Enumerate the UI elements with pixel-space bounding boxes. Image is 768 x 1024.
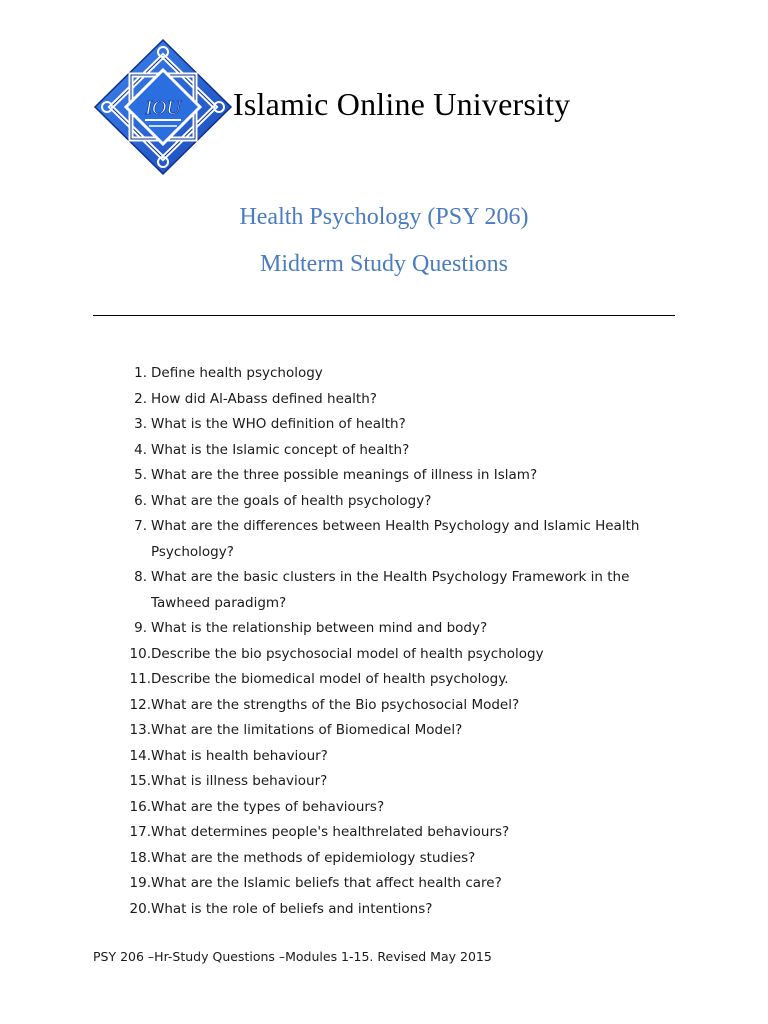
question-text: What are the basic clusters in the Health Psychology Framework in the Tawheed paradigm?: [151, 569, 630, 611]
question-number: 14.: [129, 747, 151, 764]
question-text: What determines people's healthrelated behaviours?: [151, 824, 510, 840]
question-number: 9.: [134, 620, 147, 636]
question-number: 20.: [129, 900, 151, 917]
question-text: What are the methods of epidemiology studies?: [151, 849, 476, 866]
question-text: What are the strengths of the Bio psychosocial Model?: [151, 696, 520, 713]
question-item: [93, 361, 693, 387]
question-number: 16.: [129, 798, 151, 815]
question-item: [93, 489, 693, 515]
question-item: [93, 616, 693, 642]
question-number: 7.: [134, 518, 147, 534]
question-text: What are the Islamic beliefs that affect health care?: [151, 875, 502, 891]
question-item: [93, 642, 693, 668]
question-item: [93, 897, 693, 923]
question-text: Describe the biomedical model of health psychology.: [151, 671, 509, 687]
question-number: 1.: [134, 365, 147, 381]
question-text: What is the role of beliefs and intentions?: [151, 900, 433, 917]
document-subtitle: Midterm Study Questions: [259, 251, 508, 277]
question-item: [93, 463, 693, 489]
question-item: [93, 412, 693, 438]
question-number: 18.: [129, 849, 151, 866]
university-name: Islamic Online University: [233, 86, 571, 122]
question-number: 3.: [134, 416, 147, 432]
question-number: 17.: [129, 824, 151, 840]
question-text: What are the limitations of Biomedical Model?: [151, 722, 463, 738]
question-item: [93, 565, 693, 616]
question-item: [93, 795, 693, 821]
question-text: What is the WHO definition of health?: [151, 416, 406, 432]
question-item: [93, 514, 693, 565]
question-number: 15.: [129, 773, 151, 789]
question-text: What is health behaviour?: [151, 747, 328, 764]
question-item: [93, 871, 693, 897]
question-number: 6.: [134, 492, 147, 509]
question-number: 12.: [129, 696, 151, 713]
document-header: [93, 38, 693, 178]
question-item: [93, 744, 693, 770]
question-text: How did Al-Abass defined health?: [151, 390, 377, 407]
university-logo: [93, 38, 233, 176]
question-item: [93, 846, 693, 872]
question-item: [93, 438, 693, 464]
page-footer: PSY 206 –Hr-Study Questions –Modules 1-15. Revised May 2015: [93, 949, 492, 964]
course-title: Health Psychology (PSY 206): [239, 204, 529, 230]
question-number: 2.: [134, 390, 147, 407]
question-item: [93, 718, 693, 744]
question-text: What are the three possible meanings of illness in Islam?: [151, 467, 538, 483]
question-text: What are the types of behaviours?: [151, 798, 385, 815]
question-text: What is illness behaviour?: [151, 773, 328, 789]
question-number: 5.: [134, 467, 147, 483]
question-number: 19.: [129, 875, 151, 891]
question-number: 13.: [129, 722, 151, 738]
question-number: 4.: [134, 441, 147, 458]
question-number: 8.: [134, 569, 147, 585]
question-item: [93, 820, 693, 846]
logo-lettering: IOU: [145, 97, 181, 119]
question-text: What is the Islamic concept of health?: [151, 441, 410, 458]
question-text: What is the relationship between mind and body?: [151, 620, 488, 636]
study-question-list: [93, 361, 693, 922]
question-text: What are the goals of health psychology?: [151, 492, 432, 509]
title-divider: [93, 315, 675, 316]
question-text: Describe the bio psychosocial model of health psychology: [151, 645, 544, 662]
question-item: [93, 769, 693, 795]
question-item: [93, 693, 693, 719]
question-text: Define health psychology: [151, 365, 323, 381]
question-item: [93, 387, 693, 413]
question-item: [93, 667, 693, 693]
question-number: 11.: [129, 671, 151, 687]
question-number: 10.: [129, 645, 151, 662]
question-text: What are the differences between Health Psychology and Islamic Health Psychology?: [151, 518, 640, 560]
